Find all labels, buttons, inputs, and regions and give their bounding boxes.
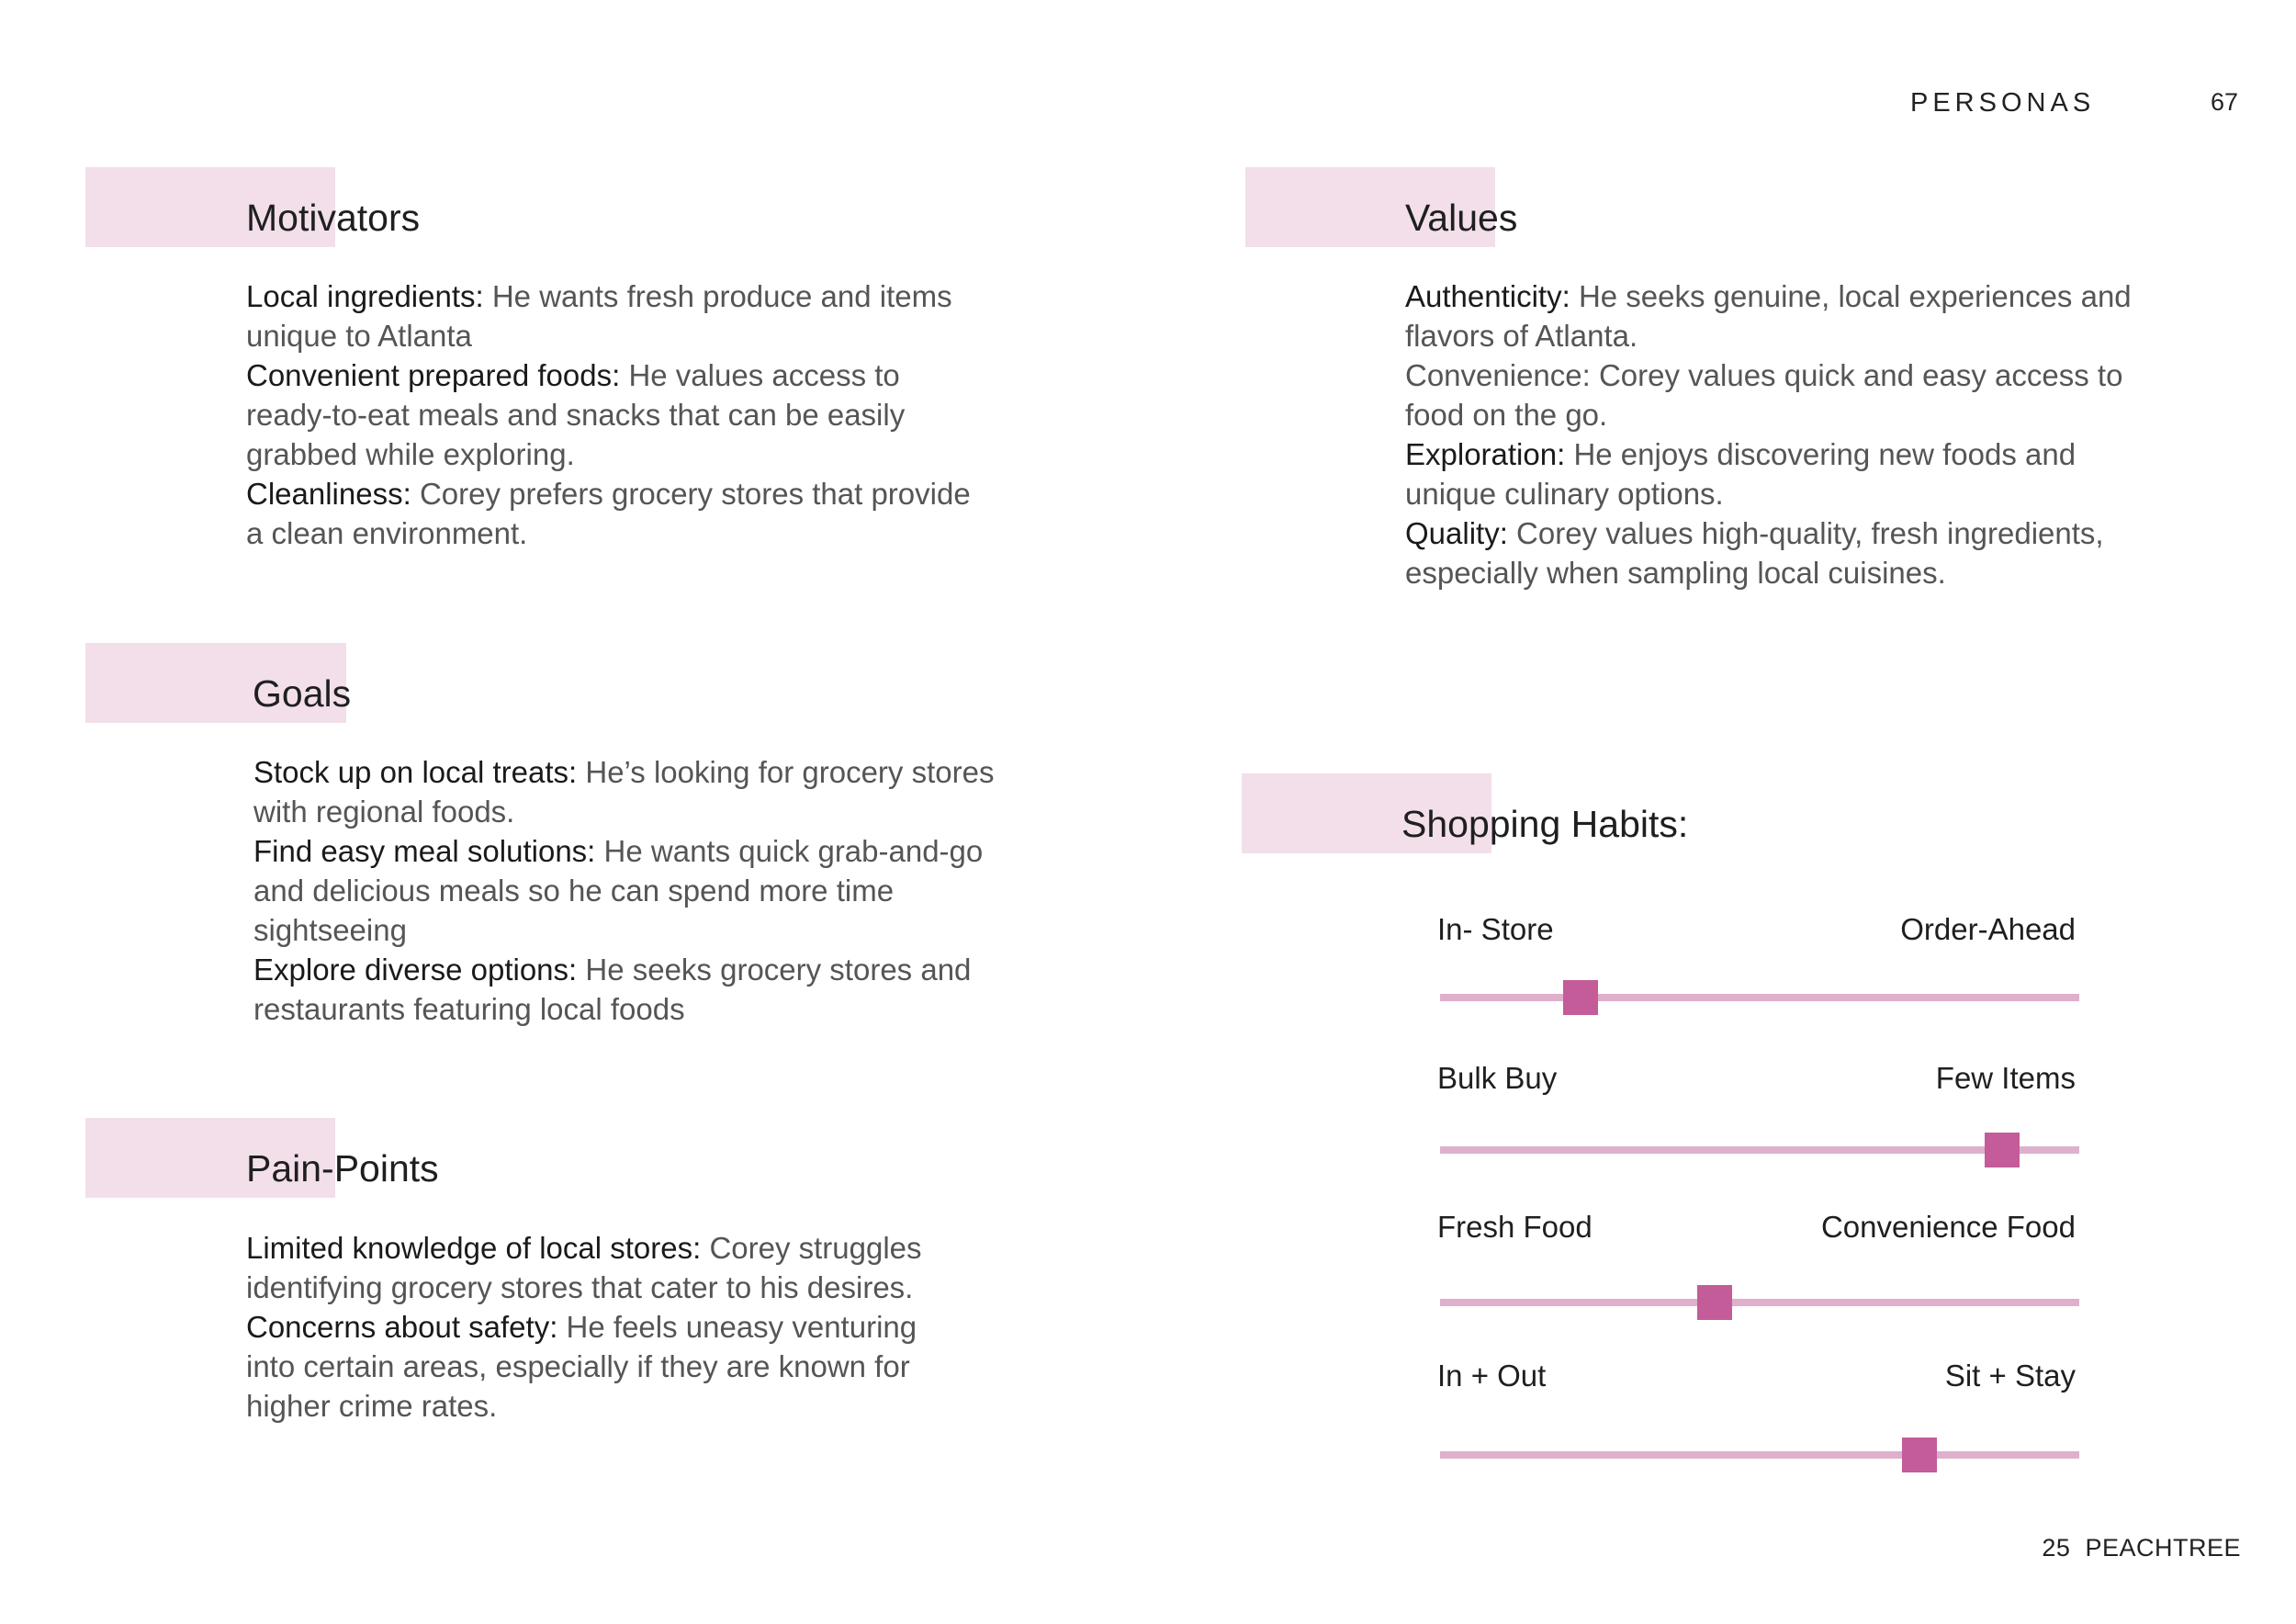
pain-points-title: Pain-Points (246, 1147, 439, 1190)
motivators-title: Motivators (246, 197, 421, 239)
page-number: 67 (2211, 88, 2239, 116)
list-item: Convenient prepared foods: He values access to ready-to-eat meals and snacks that can be easily grabbed while exploring. (246, 358, 906, 471)
slider-2-right-label: Few Items (1935, 1061, 2076, 1095)
list-item: Authenticity: He seeks genuine, local experiences and flavors of Atlanta. (1405, 279, 2132, 353)
list-item: Concerns about safety: He feels uneasy venturing into certain areas, especially if they are known for higher crime rates. (246, 1310, 917, 1423)
slider-4-right-label: Sit + Stay (1944, 1359, 2076, 1393)
slider-3-right-label: Convenience Food (1820, 1210, 2076, 1244)
slider-4-track (1440, 1451, 2079, 1459)
footer-publication (2042, 1534, 2241, 1562)
list-item: Explore diverse options: He seeks grocery stores and restaurants featuring local foods (253, 953, 972, 1026)
slider-1-left-label: In- Store (1437, 912, 1554, 946)
list-item: Cleanliness: Corey prefers grocery stores that provide a clean environment. (246, 477, 971, 550)
slider-3-left-label: Fresh Food (1437, 1210, 1593, 1244)
goals-text (253, 752, 1007, 1029)
slider-2-left-label: Bulk Buy (1437, 1061, 1558, 1095)
slider-2-thumb (1985, 1133, 2020, 1167)
motivators-text (246, 276, 981, 553)
values-text (1405, 276, 2140, 592)
values-title: Values (1405, 197, 1518, 239)
list-item: Convenience: Corey values quick and easy access to food on the go. (1405, 358, 2123, 432)
running-header-section: PERSONAS (1910, 88, 2096, 118)
slider-1-thumb (1563, 980, 1598, 1015)
slider-3-thumb (1697, 1285, 1732, 1320)
slider-4-thumb (1902, 1438, 1937, 1472)
shopping-habits-title: Shopping Habits: (1401, 803, 1689, 845)
goals-title: Goals (253, 672, 352, 715)
list-item: Stock up on local treats: He’s looking for grocery stores with regional foods. (253, 755, 995, 829)
list-item: Find easy meal solutions: He wants quick grab-and-go and delicious meals so he can spend more time sightseeing (253, 834, 984, 947)
slider-2-track (1440, 1146, 2079, 1154)
pain-points-text (246, 1228, 972, 1426)
list-item: Exploration: He enjoys discovering new foods and unique culinary options. (1405, 437, 2077, 511)
slider-1-right-label: Order-Ahead (1900, 912, 2076, 946)
footer-name: PEACHTREE (2085, 1534, 2241, 1562)
slider-1-track (1440, 994, 2079, 1001)
list-item: Local ingredients: He wants fresh produce and items unique to Atlanta (246, 279, 952, 353)
list-item: Limited knowledge of local stores: Corey struggles identifying grocery stores that cater to his desires. (246, 1231, 922, 1304)
slider-3-track (1440, 1299, 2079, 1306)
slider-4-left-label: In + Out (1437, 1359, 1547, 1393)
footer-number: 25 (2042, 1534, 2071, 1562)
list-item: Quality: Corey values high-quality, fresh ingredients, especially when sampling local cuisines. (1405, 516, 2104, 590)
